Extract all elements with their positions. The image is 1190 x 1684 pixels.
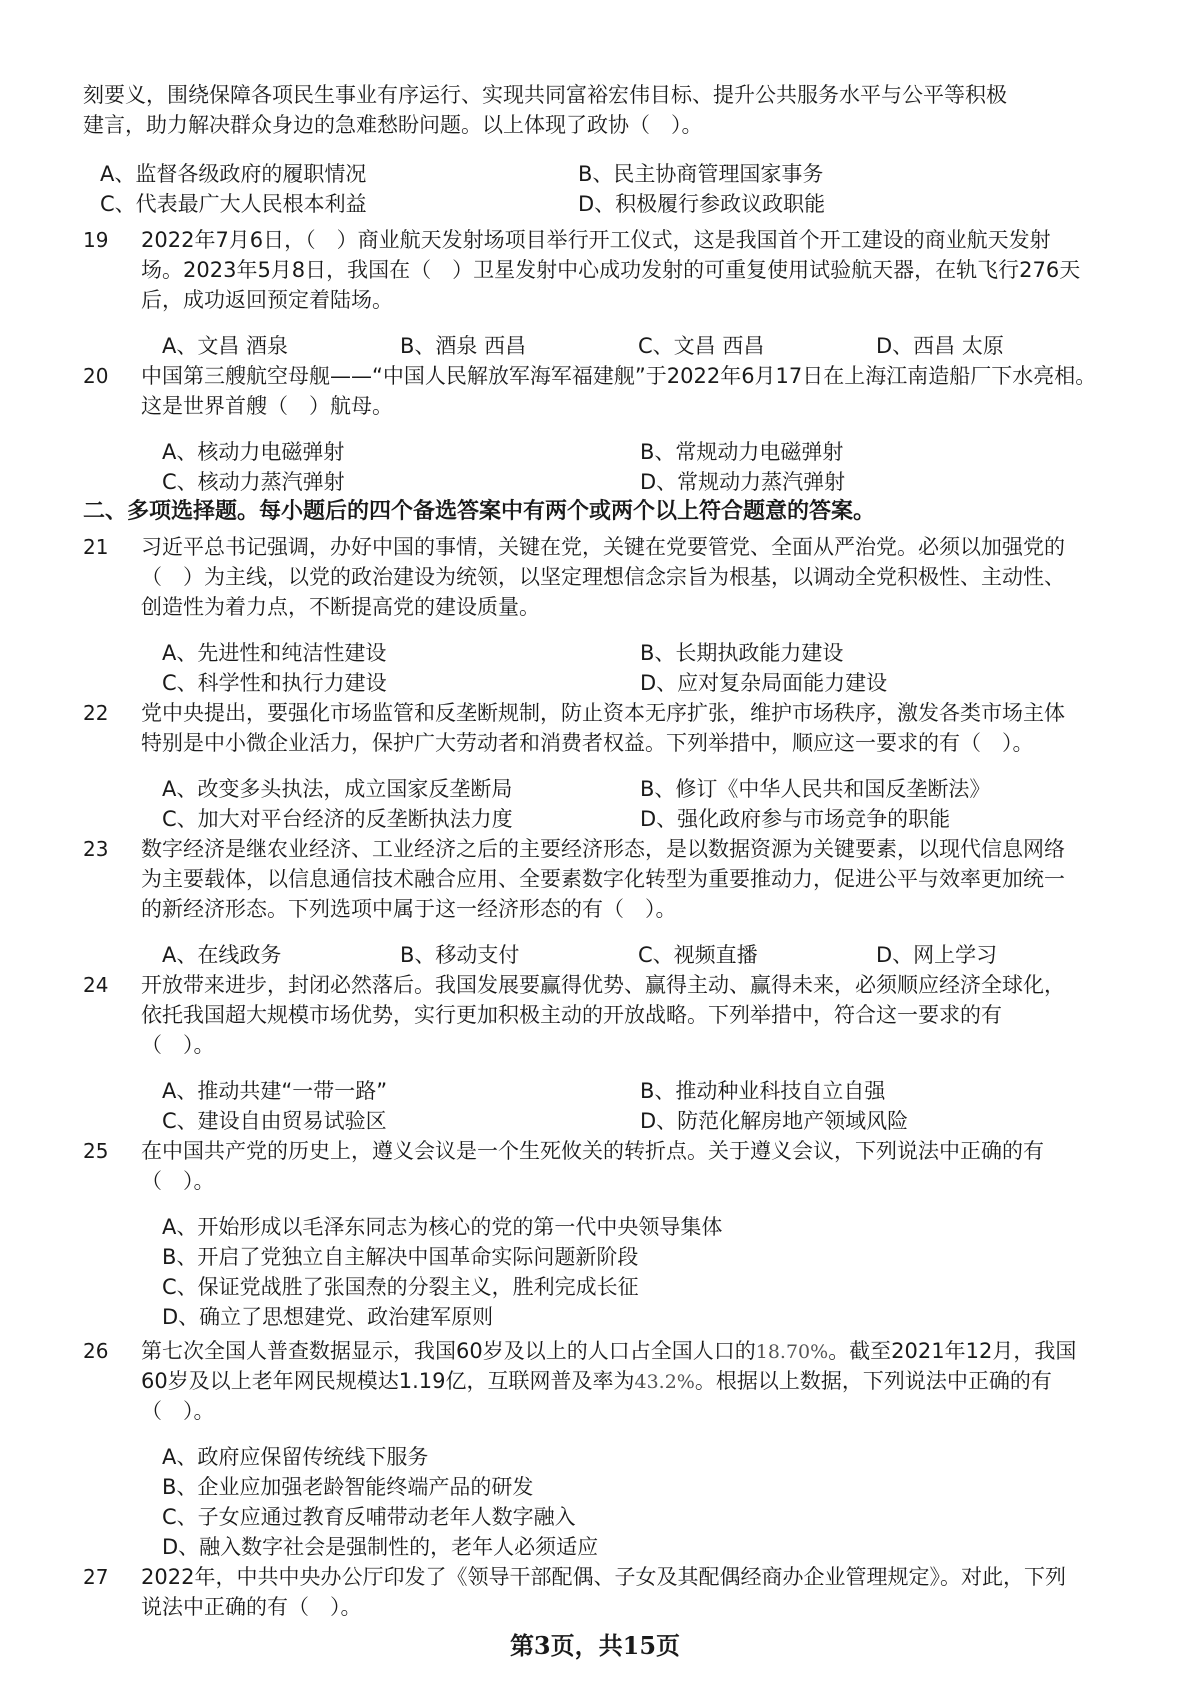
q27-line-2: 说法中正确的有（ ）。: [141, 1595, 362, 1619]
q20-number: 20: [83, 364, 109, 388]
q26-line-1-text-b: 。截至2021年12月，我国: [828, 1339, 1077, 1363]
q24-option-b: B、推动种业科技自立自强: [640, 1079, 886, 1103]
q20-option-c: C、核动力蒸汽弹射: [162, 470, 345, 494]
q20-option-b: B、常规动力电磁弹射: [640, 440, 844, 464]
page-footer: 第3页，共15页: [509, 1631, 681, 1660]
q26-line-1-text-a: 第七次全国人普查数据显示，我国60岁及以上的人口占全国人口的: [141, 1339, 756, 1363]
q26-percent-population: 18.70%: [755, 1341, 829, 1363]
q22-option-d: D、强化政府参与市场竞争的职能: [640, 807, 951, 831]
q24-option-c: C、建设自由贸易试验区: [162, 1109, 387, 1133]
q19-option-a: A、文昌 酒泉: [162, 334, 289, 358]
q26-option-c: C、子女应通过教育反哺带动老年人数字融入: [162, 1505, 576, 1529]
q20-option-d: D、常规动力蒸汽弹射: [640, 470, 846, 494]
q25-option-b: B、开启了党独立自主解决中国革命实际问题新阶段: [162, 1245, 639, 1269]
q27-number: 27: [83, 1565, 109, 1589]
q24-line-2: 依托我国超大规模市场优势，实行更加积极主动的开放战略。下列举措中，符合这一要求的有: [141, 1003, 1002, 1027]
q23-option-c: C、视频直播: [638, 943, 758, 967]
q21-option-b: B、长期执政能力建设: [640, 641, 844, 665]
q25-number: 25: [83, 1139, 109, 1163]
q22-line-1: 党中央提出，要强化市场监管和反垄断规制，防止资本无序扩张，维护市场秩序，激发各类市场主体: [141, 701, 1065, 725]
q19-option-d: D、西昌 太原: [876, 334, 1004, 358]
q21-line-1: 习近平总书记强调，办好中国的事情，关键在党，关键在党要管党、全面从严治党。必须以加强党的: [141, 535, 1065, 559]
q27-line-1: 2022年，中共中央办公厅印发了《领导干部配偶、子女及其配偶经商办企业管理规定》。对此，下列: [141, 1565, 1066, 1589]
q18-option-b: B、民主协商管理国家事务: [578, 162, 824, 186]
q19-line-2: 场。2023年5月8日，我国在（ ）卫星发射中心成功发射的可重复使用试验航天器，在轨飞行276天: [141, 258, 1081, 282]
q24-option-a: A、推动共建“一带一路”: [162, 1079, 388, 1103]
q26-line-3: （ ）。: [141, 1399, 215, 1423]
q23-option-b: B、移动支付: [400, 943, 520, 967]
q18-line-2: 建言，助力解决群众身边的急难愁盼问题。以上体现了政协（ ）。: [83, 113, 703, 137]
q26-line-2: [141, 1366, 1052, 1397]
q19-line-1: 2022年7月6日，（ ）商业航天发射场项目举行开工仪式，这是我国首个开工建设的商业航天发射: [141, 228, 1051, 252]
q23-line-3: 的新经济形态。下列选项中属于这一经济形态的有（ ）。: [141, 897, 677, 921]
q23-number: 23: [83, 837, 109, 861]
q24-number: 24: [83, 973, 109, 997]
q19-option-b: B、酒泉 西昌: [400, 334, 527, 358]
q23-line-1: 数字经济是继农业经济、工业经济之后的主要经济形态，是以数据资源为关键要素，以现代信息网络: [141, 837, 1065, 861]
q22-option-c: C、加大对平台经济的反垄断执法力度: [162, 807, 513, 831]
q25-option-a: A、开始形成以毛泽东同志为核心的党的第一代中央领导集体: [162, 1215, 723, 1239]
q21-line-3: 创造性为着力点，不断提高党的建设质量。: [141, 595, 540, 619]
q23-line-2: 为主要载体，以信息通信技术融合应用、全要素数字化转型为重要推动力，促进公平与效率更加统一: [141, 867, 1065, 891]
q26-line-1: [141, 1336, 1076, 1367]
q18-option-a: A、监督各级政府的履职情况: [100, 162, 367, 186]
q26-number: 26: [83, 1339, 109, 1363]
q25-option-c: C、保证党战胜了张国焘的分裂主义，胜利完成长征: [162, 1275, 639, 1299]
q21-line-2: （ ）为主线，以党的政治建设为统领，以坚定理想信念宗旨为根基，以调动全党积极性、主动性、: [141, 565, 1065, 589]
q25-option-d: D、确立了思想建党、政治建军原则: [162, 1305, 494, 1329]
section-heading-multiple-choice: 二、多项选择题。每小题后的四个备选答案中有两个或两个以上符合题意的答案。: [83, 499, 876, 524]
q24-line-3: （ ）。: [141, 1033, 215, 1057]
q26-line-2-text-b: 。根据以上数据，下列说法中正确的有: [694, 1369, 1052, 1393]
q18-line-1: 刻要义，围绕保障各项民生事业有序运行、实现共同富裕宏伟目标、提升公共服务水平与公平等积极: [83, 83, 1007, 107]
q21-number: 21: [83, 535, 109, 559]
q22-line-2: 特别是中小微企业活力，保护广大劳动者和消费者权益。下列举措中，顺应这一要求的有（ ）。: [141, 731, 1034, 755]
q25-line-1: 在中国共产党的历史上，遵义会议是一个生死攸关的转折点。关于遵义会议，下列说法中正确的有: [141, 1139, 1044, 1163]
q19-option-c: C、文昌 西昌: [638, 334, 765, 358]
q23-option-a: A、在线政务: [162, 943, 282, 967]
q25-line-2: （ ）。: [141, 1169, 215, 1193]
q22-number: 22: [83, 701, 109, 725]
q19-line-3: 后，成功返回预定着陆场。: [141, 288, 393, 312]
q26-line-2-text-a: 60岁及以上老年网民规模达1.19亿，互联网普及率为: [141, 1369, 635, 1393]
q23-option-d: D、网上学习: [876, 943, 998, 967]
q18-option-d: D、积极履行参政议政职能: [578, 192, 826, 216]
q21-option-d: D、应对复杂局面能力建设: [640, 671, 888, 695]
q22-option-b: B、修订《中华人民共和国反垄断法》: [640, 777, 991, 801]
q22-option-a: A、改变多头执法，成立国家反垄断局: [162, 777, 513, 801]
q19-number: 19: [83, 228, 109, 252]
q21-option-a: A、先进性和纯洁性建设: [162, 641, 387, 665]
q24-line-1: 开放带来进步，封闭必然落后。我国发展要赢得优势、赢得主动、赢得未来，必须顺应经济全球化，: [141, 973, 1065, 997]
q24-option-d: D、防范化解房地产领域风险: [640, 1109, 909, 1133]
q20-line-2: 这是世界首艘（ ）航母。: [141, 394, 393, 418]
q20-line-1: 中国第三艘航空母舰——“中国人民解放军海军福建舰”于2022年6月17日在上海江南造船厂下水亮相。: [141, 364, 1097, 388]
q26-option-b: B、企业应加强老龄智能终端产品的研发: [162, 1475, 534, 1499]
q26-option-d: D、融入数字社会是强制性的，老年人必须适应: [162, 1535, 599, 1559]
q26-option-a: A、政府应保留传统线下服务: [162, 1445, 429, 1469]
q21-option-c: C、科学性和执行力建设: [162, 671, 387, 695]
q26-percent-internet: 43.2%: [634, 1371, 695, 1393]
q18-option-c: C、代表最广大人民根本利益: [100, 192, 367, 216]
q20-option-a: A、核动力电磁弹射: [162, 440, 345, 464]
